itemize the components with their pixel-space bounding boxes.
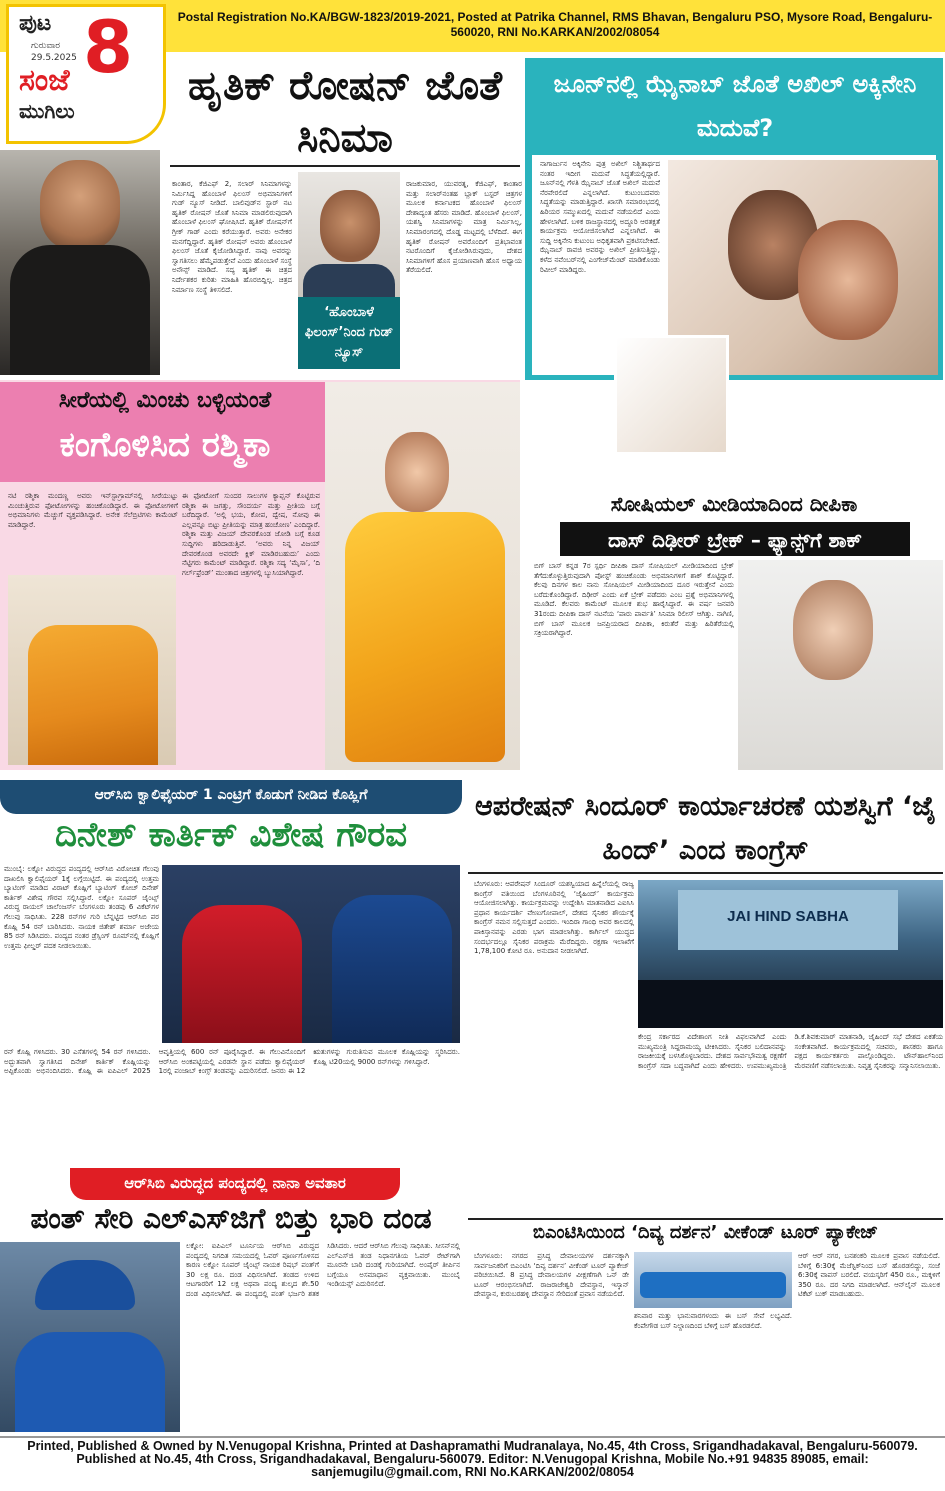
dinesh-body-col2: ರನ್ ಕೊಹ್ಲಿ ಗಳಿಸಿದರು. 30 ಎಸೆತಗಳಲ್ಲಿ 54 ರನ್ ಗಳಿಸಿದರು. ಅದ್ಭುತವಾಗಿ ಸ್ವಾಗತಿಸಿದ ದಿನೇಶ್ ಕಾರ್ತಿಕ್ ಕೊಹ್ಲಿಯನ್ನು ಅಪ್ಪಿಕೊಂಡು ಅಭಿನಂದಿಸಿದರು. ಕೊಹ್ಲಿ ಈ ಐಪಿಎಲ್ 2025 ಆವೃತ್ತಿಯಲ್ಲಿ 600 ರನ್ ಪೂರೈಸಿದ್ದಾರೆ. ಈ ಗೆಲುವಿನೊಂದಿಗೆ ಆರ್‌ಸಿಬಿ ಅಂಕಪಟ್ಟಿಯಲ್ಲಿ ಎರಡನೇ ಸ್ಥಾನ ಪಡೆದು ಕ್ವಾಲಿಫೈಯರ್ 1ರಲ್ಲಿ ಪಂಜಾಬ್ ಕಿಂಗ್ಸ್ ತಂಡವನ್ನು ಎದುರಿಸಲಿದೆ. ಜನರು ಈ 12 ಋತುಗಳನ್ನು ಗುರುತಿಸುವ ಮೂಲಕ ಕೊಹ್ಲಿಯನ್ನು ಸ್ಮರಿಸಿದರು. ಕೊಹ್ಲಿ ಟಿ20ಯಲ್ಲಿ 9000 ರನ್‌ಗಳನ್ನು ಗಳಿಸಿದ್ದಾರೆ.	[4, 1048, 460, 1076]
paper-name: ಸಂಜೆ	[19, 63, 70, 98]
dinesh-body-col1: ಮುಂಬೈ: ಲಕ್ನೋ ವಿರುದ್ಧದ ಪಂದ್ಯದಲ್ಲಿ ಆರ್‌ಸಿಬಿ ವಿರೋಚಿತ ಗೆಲುವು ದಾಖಲಿಸಿ ಕ್ವಾಲಿಫೈಯರ್ 1ಕ್ಕೆ ಲಗ್ಗೆಯಿಟ್ಟಿದೆ. ಈ ಪಂದ್ಯದಲ್ಲಿ ಉತ್ತಮ ಬ್ಯಾಟಿಂಗ್ ಮಾಡಿದ ವಿರಾಟ್ ಕೊಹ್ಲಿಗೆ ಬ್ಯಾಟಿಂಗ್ ಕೋಚ್ ದಿನೇಶ್ ಕಾರ್ತಿಕ್ ವಿಶೇಷ ಗೌರವ ಸಲ್ಲಿಸಿದ್ದಾರೆ. ಲಕ್ನೋ ಸೂಪರ್ ಜೈಂಟ್ಸ್ ವಿರುದ್ಧ ರಾಯಲ್ ಚಾಲೆಂಜರ್ಸ್ ಬೆಂಗಳೂರು ತಂಡವು 6 ವಿಕೆಟ್‌ಗಳ ಗೆಲುವು ಸಾಧಿಸಿತು. 228 ರನ್‌ಗಳ ಗುರಿ ಬೆನ್ನಟ್ಟಿದ ಆರ್‌ಸಿಬಿ ಪರ ಕೊಹ್ಲಿ 54 ರನ್ ಬಾರಿಸಿದರು. ನಾಯಕ ಜಿತೇಶ್ ಶರ್ಮಾ ಅಜೇಯ 85 ರನ್ ಸಿಡಿಸಿದರು. ಪಂದ್ಯದ ನಂತರ ಡ್ರೆಸ್ಸಿಂಗ್ ರೂಮ್‌ನಲ್ಲಿ ಕೊಹ್ಲಿಗೆ ಉತ್ತಮ ಫೀಲ್ಡರ್ ಪದಕ ನೀಡಲಾಯಿತು.	[4, 865, 159, 950]
akhil-body: ನಾಗಾರ್ಜುನ ಅಕ್ಕಿನೇನಿ ಪುತ್ರ ಅಖಿಲ್ ನಿಶ್ಚಿತಾರ್ಥದ ನಂತರ ಇದೀಗ ಮದುವೆ ಸಿದ್ಧತೆಯಲ್ಲಿದ್ದಾರೆ. ಜೂನ್‌ನಲ್ಲಿ ಗೆಳತಿ ಝೈನಾಬ್ ಜೊತೆ ಅಖಿಲ್ ಮದುವೆ ನೆರವೇರಲಿದೆ ಎನ್ನಲಾಗಿದೆ. ಕುಟುಂಬದವರು ಸಿದ್ಧತೆಯನ್ನು ಮಾಡುತ್ತಿದ್ದಾರೆ. ಖಾಸಗಿ ಸಮಾರಂಭದಲ್ಲಿ ಹಿರಿಯರ ಸಮ್ಮುಖದಲ್ಲಿ ಮದುವೆ ನಡೆಯಲಿದೆ ಎಂದು ಹೇಳಲಾಗಿದೆ. ಬಳಿಕ ರಾಜಸ್ಥಾನದಲ್ಲಿ ಅದ್ಧೂರಿ ಆರತಕ್ಷತೆ ಕಾರ್ಯಕ್ರಮ ಆಯೋಜಿಸಲಾಗಿದೆ ಎನ್ನಲಾಗಿದೆ. ಈ ಸುದ್ದಿ ಅಕ್ಕಿನೇನಿ ಕುಟುಂಬ ಅಧಿಕೃತವಾಗಿ ಪ್ರಕಟಿಸಬೇಕಿದೆ. ಝೈನಾಬ್ ರಾವಜಿ ಅವರನ್ನು ಅಖಿಲ್ ಪ್ರೀತಿಸುತ್ತಿದ್ದು, ಕಳೆದ ನವೆಂಬರ್‌ನಲ್ಲಿ ಎಂಗೇಜ್‌ಮೆಂಟ್ ಮಾಡಿಕೊಂಡು ರಿವೀಲ್ ಮಾಡಿದ್ದರು.	[540, 160, 660, 274]
deepika-face	[793, 580, 873, 680]
bus	[640, 1272, 786, 1298]
stage-banner-text: JAI HIND SABHA	[727, 908, 849, 925]
producer-photo	[298, 172, 400, 297]
akhil-couple-inset-photo	[614, 335, 729, 455]
hombale-sidebar	[298, 297, 400, 369]
divider	[170, 165, 520, 167]
rashmika-saree-photo	[8, 575, 176, 765]
akhil-headline: ಜೂನ್‌ನಲ್ಲಿ ಝೈನಾಬ್ ಜೊತೆ ಅಖಿಲ್ ಅಕ್ಕಿನೇನಿ ಮದುವೆ?	[553, 70, 917, 142]
hrithik-headline: ಹೃತಿಕ್ ರೋಷನ್ ಜೊತೆ ಸಿನಿಮಾ	[188, 63, 502, 161]
stage-banner	[678, 890, 898, 950]
rashmika-headline-line2: ಕಂಗೊಳಿಸಿದ ರಶ್ಮಿಕಾ	[59, 425, 271, 465]
hrithik-photo	[0, 150, 160, 375]
deepika-headline-line1: ಸೋಷಿಯಲ್ ಮೀಡಿಯಾದಿಂದ ದೀಪಿಕಾ	[610, 492, 858, 516]
hombale-sidebar-label: ‘ಹೊಂಬಾಳೆ ಫಿಲಂಸ್’ನಿಂದ ಗುಡ್ ನ್ಯೂಸ್	[304, 305, 394, 360]
bmtc-headline: ಬಿಎಂಟಿಸಿಯಿಂದ ‘ದಿವ್ಯ ದರ್ಶನ’ ವೀಕೆಂಡ್ ಟೂರ್ ಪ್ಯಾಕೇಜ್	[532, 1222, 879, 1243]
sindoor-body-col1: ಬೆಂಗಳೂರು: ಆಪರೇಷನ್ ಸಿಂದೂರ್ ಯಶಸ್ವಿಯಾದ ಹಿನ್ನೆಲೆಯಲ್ಲಿ ರಾಜ್ಯ ಕಾಂಗ್ರೆಸ್ ವತಿಯಿಂದ ಬೆಂಗಳೂರಿನಲ್ಲಿ ‘ಜೈಹಿಂದ್’ ಕಾರ್ಯಕ್ರಮ ಆಯೋಜಿಸಲಾಗಿತ್ತು. ಕಾರ್ಯಕ್ರಮವನ್ನು ಉದ್ದೇಶಿಸಿ ಮಾತನಾಡಿದ ಎಐಸಿಸಿ ಪ್ರಧಾನ ಕಾರ್ಯದರ್ಶಿ ವೇಣುಗೋಪಾಲ್, ದೇಶದ ಸೈನಿಕರ ಶೌರ್ಯಕ್ಕೆ ಕಾಂಗ್ರೆಸ್ ನಮನ ಸಲ್ಲಿಸುತ್ತದೆ ಎಂದರು. ಇಂದಿರಾ ಗಾಂಧಿ ಅವರ ಕಾಲದಲ್ಲಿ ಪಾಕಿಸ್ತಾನವನ್ನು ಎರಡು ಭಾಗ ಮಾಡಲಾಗಿತ್ತು. ಕಾರ್ಗಿಲ್ ಯುದ್ಧದ ಸಂದರ್ಭದಲ್ಲೂ ಸೈನಿಕರ ಪರಾಕ್ರಮ ಮೆರೆದಿದ್ದರು. ರಕ್ಷಣಾ ಇಲಾಖೆಗೆ 1,78,100 ಕೋಟಿ ರೂ. ಅನುದಾನ ನೀಡಲಾಗಿದೆ.	[474, 880, 634, 956]
producer-shirt	[303, 264, 395, 297]
pant-headline: ಪಂತ್ ಸೇರಿ ಎಲ್‌ಎಸ್‌ಜಿಗೆ ಬಿತ್ತು ಭಾರಿ ದಂಡ	[30, 1202, 432, 1235]
divider	[468, 872, 943, 874]
weekday: ಗುರುವಾರ	[31, 41, 61, 51]
producer-face	[320, 190, 380, 262]
bmtc-body-col3: ಆರ್ ಆರ್ ನಗರ, ಬನಶಂಕರಿ ಮೂಲಕ ಪ್ರವಾಸ ನಡೆಯಲಿದೆ. ಬೆಳಿಗ್ಗೆ 6:30ಕ್ಕೆ ಮೆಜೆಸ್ಟಿಕ್‌ನಿಂದ ಬಸ್ ಹೊರಡಲಿದ್ದು, ಸಂಜೆ 6:30ಕ್ಕೆ ವಾಪಸ್ ಬರಲಿದೆ. ವಯಸ್ಕರಿಗೆ 450 ರೂ., ಮಕ್ಕಳಿಗೆ 350 ರೂ. ದರ ನಿಗದಿ ಮಾಡಲಾಗಿದೆ. ಆನ್‌ಲೈನ್ ಮೂಲಕ ಟಿಕೆಟ್ ಬುಕ್ ಮಾಡಬಹುದು.	[798, 1252, 940, 1299]
rashmika-headline-line1: ಸೀರೆಯಲ್ಲಿ ಮಿಂಚು ಬಳ್ಳಿಯಂತೆ	[58, 388, 272, 413]
jai-hind-sabha-photo	[638, 880, 943, 1028]
deepika-body: ಬಿಗ್ ಬಾಸ್ ಕನ್ನಡ 7ರ ಸ್ಪರ್ಧಿ ದೀಪಿಕಾ ದಾಸ್ ಸೋಷಿಯಲ್ ಮೀಡಿಯಾದಿಂದ ಬ್ರೇಕ್ ತೆಗೆದುಕೊಳ್ಳುತ್ತಿರುವುದಾಗಿ ಪೋಸ್ಟ್ ಹಂಚಿಕೊಂಡು ಅಭಿಮಾನಿಗಳಿಗೆ ಶಾಕ್ ಕೊಟ್ಟಿದ್ದಾರೆ. ಕೆಲವು ದಿನಗಳ ಕಾಲ ನಾನು ಸೋಷಿಯಲ್ ಮೀಡಿಯಾದಿಂದ ದೂರ ಇರುತ್ತೇನೆ ಎಂದು ಬರೆದುಕೊಂಡಿದ್ದಾರೆ. ದಿಢೀರ್ ಎಂದು ಏಕೆ ಬ್ರೇಕ್ ಪಡೆದರು ಎಂಬ ಪ್ರಶ್ನೆ ಅಭಿಮಾನಿಗಳಲ್ಲಿ ಮೂಡಿದೆ. ಕೆಲವರು ಕಾಮೆಂಟ್ ಮೂಲಕ ಶುಭ ಹಾರೈಸಿದ್ದಾರೆ. ಈ ವರ್ಷ ಜನವರಿ 31ರಂದು ದೀಪಿಕಾ ದಾಸ್ ನಟನೆಯ ‘ಪಾರು ಪಾರ್ವತಿ’ ಸಿನಿಮಾ ರಿಲೀಸ್ ಆಗಿತ್ತು. ನಾಗಿಣಿ, ಬಿಗ್ ಬಾಸ್ ಮೂಲಕ ಜನಪ್ರಿಯರಾದ ದೀಪಿಕಾ, ಕಿರುತೆರೆ ಮತ್ತು ಹಿರಿತೆರೆಯಲ್ಲಿ ಸಕ್ರಿಯರಾಗಿದ್ದಾರೆ.	[534, 562, 734, 638]
sindoor-body-col2: ಕೇಂದ್ರ ಸರ್ಕಾರದ ವಿದೇಶಾಂಗ ನೀತಿ ವಿಫಲವಾಗಿದೆ ಎಂದು ಮುಖ್ಯಮಂತ್ರಿ ಸಿದ್ದರಾಮಯ್ಯ ಟೀಕಿಸಿದರು. ಸೈನಿಕರ ಬಲಿದಾನವನ್ನು ರಾಜಕೀಯಕ್ಕೆ ಬಳಸಿಕೊಳ್ಳಬಾರದು. ದೇಶದ ಸಾರ್ವಭೌಮತ್ವ ರಕ್ಷಣೆಗೆ ಕಾಂಗ್ರೆಸ್ ಸದಾ ಬದ್ಧವಾಗಿದೆ ಎಂದು ಹೇಳಿದರು. ಉಪಮುಖ್ಯಮಂತ್ರಿ ಡಿ.ಕೆ.ಶಿವಕುಮಾರ್ ಮಾತನಾಡಿ, ಜೈಹಿಂದ್ ಸಭೆ ದೇಶದ ಏಕತೆಯ ಸಂಕೇತವಾಗಿದೆ. ಕಾರ್ಯಕ್ರಮದಲ್ಲಿ ಸಚಿವರು, ಶಾಸಕರು ಹಾಗೂ ಪಕ್ಷದ ಕಾರ್ಯಕರ್ತರು ಪಾಲ್ಗೊಂಡಿದ್ದರು. ಟೌನ್‌ಹಾಲ್‌ನಿಂದ ಮೆರವಣಿಗೆ ನಡೆಸಲಾಯಿತು. ನಿವೃತ್ತ ಸೈನಿಕರನ್ನು ಸನ್ಮಾನಿಸಲಾಯಿತು.	[638, 1033, 943, 1070]
pant-jersey	[15, 1332, 165, 1432]
publication-date: 29.5.2025	[31, 53, 77, 63]
pant-body: ಲಕ್ನೋ: ಐಪಿಎಲ್ ಟೂರ್ನಿಯ ಆರ್‌ಸಿಬಿ ವಿರುದ್ಧದ ಪಂದ್ಯದಲ್ಲಿ ನಿಗದಿತ ಸಮಯದಲ್ಲಿ ಓವರ್ ಪೂರ್ಣಗೊಳಿಸದ ಕಾರಣ ಲಕ್ನೋ ಸೂಪರ್ ಜೈಂಟ್ಸ್ ನಾಯಕ ರಿಷಭ್ ಪಂತ್‌ಗೆ 30 ಲಕ್ಷ ರೂ. ದಂಡ ವಿಧಿಸಲಾಗಿದೆ. ತಂಡದ ಉಳಿದ ಆಟಗಾರರಿಗೆ 12 ಲಕ್ಷ ಅಥವಾ ಪಂದ್ಯ ಶುಲ್ಕದ ಶೇ.50 ದಂಡ ವಿಧಿಸಲಾಗಿದೆ. ಈ ಪಂದ್ಯದಲ್ಲಿ ಪಂತ್ ಭರ್ಜರಿ ಶತಕ ಸಿಡಿಸಿದರು. ಆದರೆ ಆರ್‌ಸಿಬಿ ಗೆಲುವು ಸಾಧಿಸಿತು. ಸೀಸನ್‌ನಲ್ಲಿ ಎಲ್‌ಎಸ್‌ಜಿ ತಂಡ ನಿಧಾನಗತಿಯ ಓವರ್ ರೇಟ್‌ಗಾಗಿ ಮೂರನೇ ಬಾರಿ ದಂಡಕ್ಕೆ ಗುರಿಯಾಗಿದೆ. ಅಂಪೈರ್ ತೀರ್ಪಿನ ಬಗ್ಗೆಯೂ ಅಸಮಾಧಾನ ವ್ಯಕ್ತವಾಯಿತು. ಮುಂಬೈ ಇಂಡಿಯನ್ಸ್ ಎದುರಿಸಲಿದೆ.	[186, 1242, 460, 1298]
hrithik-body-col2: ರಾಜಕುಮಾರ, ಯುವರತ್ನ, ಕೆಜಿಎಫ್, ಕಾಂತಾರ ಮತ್ತು ಸಲಾರ್‌ನಂತಹ ಬ್ಲಾಕ್ ಬಸ್ಟರ್ ಚಿತ್ರಗಳ ಮೂಲಕ ಕರ್ನಾಟಕದ ಹೊಂಬಾಳೆ ಫಿಲಂಸ್ ದೇಶಾದ್ಯಂತ ಹೆಸರು ಮಾಡಿದೆ. ಹೊಂಬಾಳೆ ಫಿಲಂಸ್, ಯಶಸ್ವಿ ಸಿನಿಮಾಗಳನ್ನು ಮಾತ್ರ ನಿರ್ಮಿಸಿಲ್ಲ, ಸಿನಿಮಾರಂಗದಲ್ಲಿ ದೊಡ್ಡ ಮಟ್ಟದಲ್ಲಿ ಬೆಳೆದಿದೆ. ಈಗ ಹೃತಿಕ್ ರೋಷನ್ ಅವರೊಂದಿಗೆ ಪ್ರತಿಭಾವಂತ ನಟರೊಂದಿಗೆ ಕೈಜೋಡಿಸಿರುವುದು, ದೇಶದ ಸಿನಿಮಾಗಳಿಗೆ ಹೊಸ ಪ್ರಯಾಣವಾಗಿ ಹೊಸ ಅಧ್ಯಾಯ ತೆರೆಯಲಿದೆ.	[406, 180, 522, 275]
pant-cap	[35, 1260, 135, 1310]
deepika-headline-line2: ದಾಸ್ ದಿಢೀರ್ ಬ್ರೇಕ್ – ಫ್ಯಾನ್ಸ್‌ಗೆ ಶಾಕ್	[607, 528, 863, 552]
dinesh-strap-text: ಆರ್‌ಸಿಬಿ ಕ್ವಾಲಿಫೈಯರ್ 1 ಎಂಟ್ರಿಗೆ ಕೊಡುಗೆ ನೀಡಿದ ಕೊಹ್ಲಿಗೆ	[94, 787, 368, 803]
bmtc-bus-photo	[634, 1252, 792, 1308]
postal-registration: Postal Registration No.KA/BGW-1823/2019-2021, Posted at Patrika Channel, RMS Bhavan, Bengaluru PSO, Mysore Road, Bengaluru- 560020, RNI No.KARKAN/2002/08054	[177, 10, 933, 39]
sindoor-headline: ಆಪರೇಷನ್ ಸಿಂದೂರ್ ಕಾರ್ಯಾಚರಣೆ ಯಶಸ್ವಿಗೆ ‘ಜೈ ಹಿಂದ್’ ಎಂದ ಕಾಂಗ್ರೆಸ್	[474, 791, 937, 866]
hrithik-face	[40, 160, 120, 250]
karthik-jersey	[332, 895, 452, 1043]
dinesh-headline: ದಿನೇಶ್ ಕಾರ್ತಿಕ್ ವಿಶೇಷ ಗೌರವ	[54, 815, 408, 855]
rashmika-seated-photo	[325, 382, 520, 770]
hrithik-body-col1: ಕಾಂತಾರ, ಕೆಜಿಎಫ್ 2, ಸಲಾರ್ ಸಿನಿಮಾಗಳನ್ನು ನಿರ್ಮಿಸಿದ್ದ ಹೊಂಬಾಳೆ ಫಿಲಂಸ್ ಅಭಿಮಾನಿಗಳಿಗೆ ಗುಡ್ ನ್ಯೂಸ್ ನೀಡಿದೆ. ಬಾಲಿವುಡ್‌ನ ಸ್ಟಾರ್ ನಟ ಹೃತಿಕ್ ರೋಷನ್ ಜೊತೆ ಸಿನಿಮಾ ಮಾಡಲಿರುವುದಾಗಿ ಹೊಂಬಾಳೆ ಫಿಲಂಸ್ ಘೋಷಿಸಿದೆ. ಹೃತಿಕ್ ರೋಷನ್‌ಗೆ ಗ್ರೀಕ್ ಗಾಡ್ ಎಂದು ಕರೆಯುತ್ತಾರೆ. ಅವರು ಅನೇಕರ ಮನಗೆದ್ದಿದ್ದಾರೆ. ಹೃತಿಕ್ ರೋಷನ್ ಅವರು ಹೊಂಬಾಳೆ ಫಿಲಂಸ್ ಜೊತೆ ಕೈಜೋಡಿಸಿದ್ದಾರೆ. ನಾವು ಅವರನ್ನು ಸ್ವಾಗತಿಸಲು ಹೆಮ್ಮೆಪಡುತ್ತೇವೆ ಎಂದು ಹೊಂಬಾಳೆ ಸಂಸ್ಥೆ ಅನೌನ್ಸ್ ಮಾಡಿದೆ. ಸದ್ಯ ಹೃತಿಕ್ ಈ ಚಿತ್ರದ ನಿರ್ದೇಶಕರ ಕುರಿತು ಮಾಹಿತಿ ಹೊರಬಿದ್ದಿಲ್ಲ. ಚಿತ್ರದ ನಿರ್ಮಾಣ ಸಂಸ್ಥೆ ತಿಳಿಸಲಿದೆ.	[172, 180, 292, 294]
zainab-face	[798, 220, 898, 340]
kohli-jersey	[182, 905, 302, 1043]
orange-saree	[28, 625, 158, 765]
rashmika-face	[385, 432, 449, 512]
deepika-photo	[738, 560, 943, 770]
page-number: 8	[83, 5, 134, 89]
rashmika-body-col2: ಈ ಫೋಟೋಗೆ ಸುಂದರ ಸಾಲುಗಳ ಕ್ಯಾಪ್ಷನ್ ಕೊಟ್ಟಿರುವ ರಶ್ಮಿಕಾ ಈ ಜಗತ್ತು, ಸೌಂದರ್ಯ ಮತ್ತು ಪ್ರೀತಿಯ ಬಗ್ಗೆ ಬರೆದಿದ್ದಾರೆ. ‘ಅಲ್ಲಿ ಭಯ, ಕೋಪ, ದ್ವೇಷ, ನೋವು ಈ ಎಲ್ಲವನ್ನೂ ಬಿಟ್ಟು ಪ್ರೀತಿಯನ್ನು ಮಾತ್ರ ಹಂಚೋಣ’ ಎಂದಿದ್ದಾರೆ. ರಶ್ಮಿಕಾ ಮತ್ತು ವಿಜಯ್ ದೇವರಕೊಂಡ ಜೋಡಿ ಬಗ್ಗೆ ಕೂಡ ಸುದ್ದಿಗಳು ಹರಿದಾಡುತ್ತಿವೆ. ‘ಅವರು ನಿನ್ನ ವಿಜಯ್ ದೇವರಕೊಂಡ ಅವರದೇ ಕ್ಲಿಕ್ ಮಾಡಿರಬಹುದು’ ಎಂದು ನೆಟ್ಟಿಗರು ಕಾಮೆಂಟ್ ಮಾಡಿದ್ದಾರೆ. ರಶ್ಮಿಕಾ ಸದ್ಯ ‘ಮೈಸಾ’, ‘ದಿ ಗರ್ಲ್‌ಫ್ರೆಂಡ್’ ಮುಂತಾದ ಚಿತ್ರಗಳಲ್ಲಿ ಬ್ಯುಸಿಯಾಗಿದ್ದಾರೆ.	[182, 492, 320, 577]
page-label: ಪುಟ	[19, 11, 52, 36]
hrithik-suit	[10, 245, 150, 375]
imprint: Printed, Published & Owned by N.Venugopal Krishna, Printed at Dashapramathi Mudranalaya, No.45, 4th Cross, Srigandhadakaval, Bengaluru-560079. Published at No.45, 4th Cross, Srigandhadakaval, Bengaluru-560079. Editor: N.Venugopal Krishna, Mobile No.+91 94835 89085, email: sanjemugilu@gmail.com, RNI No.KARKAN/2002/08054	[27, 1439, 918, 1479]
kohli-karthik-photo	[162, 865, 460, 1043]
page-number-box	[6, 4, 166, 144]
paper-name-second: ಮುಗಿಲು	[19, 99, 75, 123]
pant-photo	[0, 1242, 180, 1432]
crowd	[638, 980, 943, 1028]
bmtc-body-col2: ಶನಿವಾರ ಮತ್ತು ಭಾನುವಾರಗಳಂದು ಈ ಬಸ್ ಸೇವೆ ಲಭ್ಯವಿದೆ. ಕೆಂಪೇಗೌಡ ಬಸ್ ನಿಲ್ದಾಣದಿಂದ ಬೆಳಿಗ್ಗೆ ಬಸ್ ಹೊರಡಲಿದೆ.	[634, 1312, 792, 1330]
pant-strap-text: ಆರ್‌ಸಿಬಿ ವಿರುದ್ಧದ ಪಂದ್ಯದಲ್ಲಿ ನಾನಾ ಅವತಾರ	[124, 1174, 346, 1192]
bmtc-body-col1: ಬೆಂಗಳೂರು: ನಗರದ ಪ್ರಸಿದ್ಧ ದೇವಾಲಯಗಳ ದರ್ಶನಕ್ಕಾಗಿ ಸಾರ್ವಜನಿಕರಿಗೆ ಬಿಎಂಟಿಸಿ ‘ದಿವ್ಯ ದರ್ಶನ’ ವೀಕೆಂಡ್ ಟೂರ್ ಪ್ಯಾಕೇಜ್ ಪರಿಚಯಿಸಿದೆ. 8 ಪ್ರಸಿದ್ಧ ದೇವಾಲಯಗಳ ವೀಕ್ಷಣೆಗಾಗಿ ಒನ್ ಡೇ ಟೂರ್ ಆರಂಭಿಸಲಾಗಿದೆ. ರಾಜರಾಜೇಶ್ವರಿ ದೇವಸ್ಥಾನ, ಇಸ್ಕಾನ್ ದೇವಸ್ಥಾನ, ಕುರುಬರಹಳ್ಳಿ ದೇವಸ್ಥಾನ ಸೇರಿದಂತೆ ಪ್ರವಾಸ ನಡೆಯಲಿದೆ.	[474, 1252, 629, 1299]
yellow-saree	[345, 512, 505, 762]
rashmika-body-col1: ನಟಿ ರಶ್ಮಿಕಾ ಮಂದಣ್ಣ ಅವರು ಇನ್‌ಸ್ಟಾಗ್ರಾಮ್‌ನಲ್ಲಿ ಸೀರೆಯುಟ್ಟು ಮಿಂಚುತ್ತಿರುವ ಫೋಟೋಗಳನ್ನು ಹಂಚಿಕೊಂಡಿದ್ದಾರೆ. ಈ ಫೋಟೋಗಳಿಗೆ ಅಭಿಮಾನಿಗಳು ಮೆಚ್ಚುಗೆ ವ್ಯಕ್ತಪಡಿಸಿದ್ದಾರೆ. ಅನೇಕ ಸೆಲೆಬ್ರಿಟಿಗಳು ಕಾಮೆಂಟ್ ಮಾಡಿದ್ದಾರೆ.	[8, 492, 178, 529]
